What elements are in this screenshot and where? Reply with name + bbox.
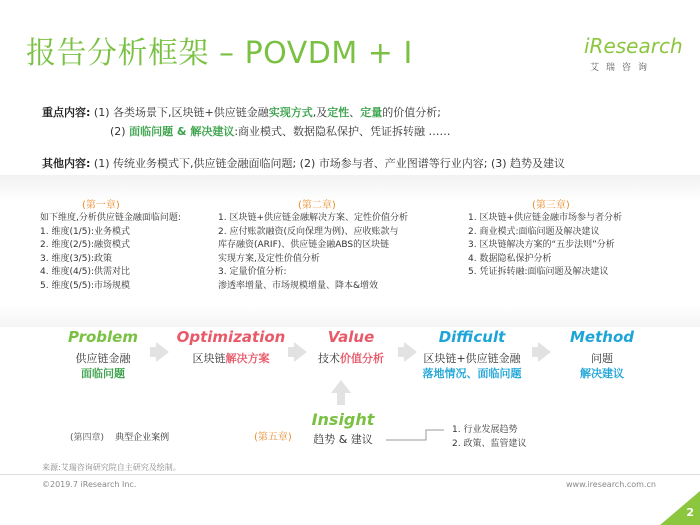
stage-difficult-title: Difficult xyxy=(438,328,506,346)
stage-method-line2: 解决建议 xyxy=(580,367,624,380)
focus-line-2 xyxy=(110,123,451,139)
stage-insight-line1: 趋势 & 建议 xyxy=(313,433,373,446)
footer-divider xyxy=(0,474,700,475)
arrow-right-icon xyxy=(532,342,551,362)
bracket-connector xyxy=(386,428,446,442)
focus2-hl: 面临问题 & 解决建议 xyxy=(129,125,235,138)
focus-text-a: (1) 各类场景下,区块链+供应链金融 xyxy=(93,106,269,119)
list-item: 5. 维度(5/5):市场规模 xyxy=(40,280,130,291)
list-item: 1. 区块链+供应链金融市场参与者分析 xyxy=(468,213,622,223)
focus-label: 重点内容: xyxy=(42,106,91,119)
focus-hl-qual: 定性 xyxy=(327,106,350,119)
footer-url: www.iresearch.com.cn xyxy=(566,480,656,489)
list-item: 2. 商业模式:面临问题及解决建议 xyxy=(468,226,600,237)
stage-optimization-hl: 解决方案 xyxy=(225,352,270,365)
focus2-text-c: :商业模式、数据隐私保护、凭证拆转融 …… xyxy=(234,125,451,138)
stage-value-pre: 技术 xyxy=(318,352,340,365)
other-text: (1) 传统业务模式下,供应链金融面临问题; (2) 市场参与者、产业图谱等行业内容; (3) 趋势及建议 xyxy=(93,157,566,170)
chapter-4-tag: (第四章) xyxy=(70,433,105,443)
focus2-text-a: (2) xyxy=(110,125,130,138)
arrow-right-icon xyxy=(288,342,307,362)
chapter-3-list xyxy=(468,212,622,280)
list-item: 2. 维度(2/5):融资模式 xyxy=(40,240,130,251)
stage-optimization-line xyxy=(176,351,286,366)
stage-value-hl: 价值分析 xyxy=(340,352,384,365)
list-item: 实现方案,及定性价值分析 xyxy=(218,253,320,264)
stage-insight xyxy=(300,410,386,447)
page-number-badge xyxy=(660,491,700,525)
stage-difficult-line2: 落地情况、面临问题 xyxy=(422,367,522,380)
focus-hl-quant: 定量 xyxy=(360,106,383,119)
list-item: 5. 凭证拆转融:面临问题及解决建议 xyxy=(468,267,609,278)
logo-brand: iResearch xyxy=(584,34,683,58)
stage-difficult-line1: 区块链+供应链金融 xyxy=(423,352,521,365)
stage-problem-line1: 供应链金融 xyxy=(75,352,131,365)
stage-insight-title: Insight xyxy=(311,410,375,429)
insight-list xyxy=(452,424,526,451)
logo-cn: 艾瑞咨询 xyxy=(590,63,655,73)
focus-text-c: ,及 xyxy=(312,106,328,119)
chapter-1-tag: (第一章) xyxy=(82,200,120,211)
focus-hl-method: 实现方式 xyxy=(268,106,313,119)
page-title: 报告分析框架 – POVDM + I xyxy=(26,36,413,71)
stage-problem xyxy=(58,328,148,381)
list-item: 1. 维度(1/5):业务模式 xyxy=(40,226,130,237)
chapter-5-tag: (第五章) xyxy=(254,432,292,443)
page-number: 2 xyxy=(686,506,694,519)
stage-method xyxy=(562,328,642,381)
list-item: 4. 数据隐私保护分析 xyxy=(468,253,552,264)
list-item: 2. 应付账款融资(反向保理为例)、应收账款与 xyxy=(218,226,399,237)
stage-optimization xyxy=(176,328,286,366)
chapter-4-text: 典型企业案例 xyxy=(115,433,170,443)
stage-value-title: Value xyxy=(327,328,375,346)
stage-optimization-pre: 区块链 xyxy=(192,352,226,365)
list-item: 1. 区块链+供应链金融解决方案、定性价值分析 xyxy=(218,213,408,223)
footer-copyright: ©2019.7 iResearch Inc. xyxy=(42,480,137,489)
stage-problem-line2: 面临问题 xyxy=(81,367,125,380)
list-item: 库存融资(ARIF)、供应链金融ABS的区块链 xyxy=(218,240,390,251)
chapter-3-tag: (第三章) xyxy=(532,200,570,211)
stage-optimization-title: Optimization xyxy=(176,328,286,346)
list-item: 4. 维度(4/5):供需对比 xyxy=(40,267,130,278)
other-label: 其他内容: xyxy=(42,157,91,170)
other-line xyxy=(42,155,565,171)
chapter-1-intro: 如下维度,分析供应链金融面临问题: xyxy=(40,213,181,223)
stage-problem-title: Problem xyxy=(68,328,138,346)
chapter-1-list xyxy=(40,212,181,294)
stage-method-title: Method xyxy=(570,328,634,346)
arrow-up-icon xyxy=(331,380,351,393)
chapter-2-tag: (第二章) xyxy=(298,200,336,211)
list-item: 3. 区块链解决方案的“五步法则”分析 xyxy=(468,240,615,251)
list-item: 1. 行业发展趋势 xyxy=(452,425,518,435)
chapter-2-list xyxy=(218,212,408,294)
arrow-right-icon xyxy=(398,342,417,362)
arrow-up-stem xyxy=(337,393,345,405)
focus-line-1 xyxy=(42,104,441,120)
stage-value-line xyxy=(306,351,396,366)
arrow-right-icon xyxy=(150,342,169,362)
stage-difficult xyxy=(416,328,528,381)
list-item: 2. 政策、监管建议 xyxy=(452,438,527,449)
list-item: 3. 维度(3/5):政策 xyxy=(40,253,112,264)
stage-value xyxy=(306,328,396,366)
iresearch-logo xyxy=(584,34,683,90)
focus-text-e: 、 xyxy=(349,106,361,119)
list-item: 渗透率增量、市场规模增量、降本&增效 xyxy=(218,280,379,291)
chapter-4 xyxy=(70,425,169,444)
focus-text-g: 的价值分析; xyxy=(382,106,441,119)
stage-method-line1: 问题 xyxy=(591,352,613,365)
list-item: 3. 定量价值分析: xyxy=(218,267,287,278)
source-note: 来源:艾瑞咨询研究院自主研究及绘制。 xyxy=(42,463,181,472)
